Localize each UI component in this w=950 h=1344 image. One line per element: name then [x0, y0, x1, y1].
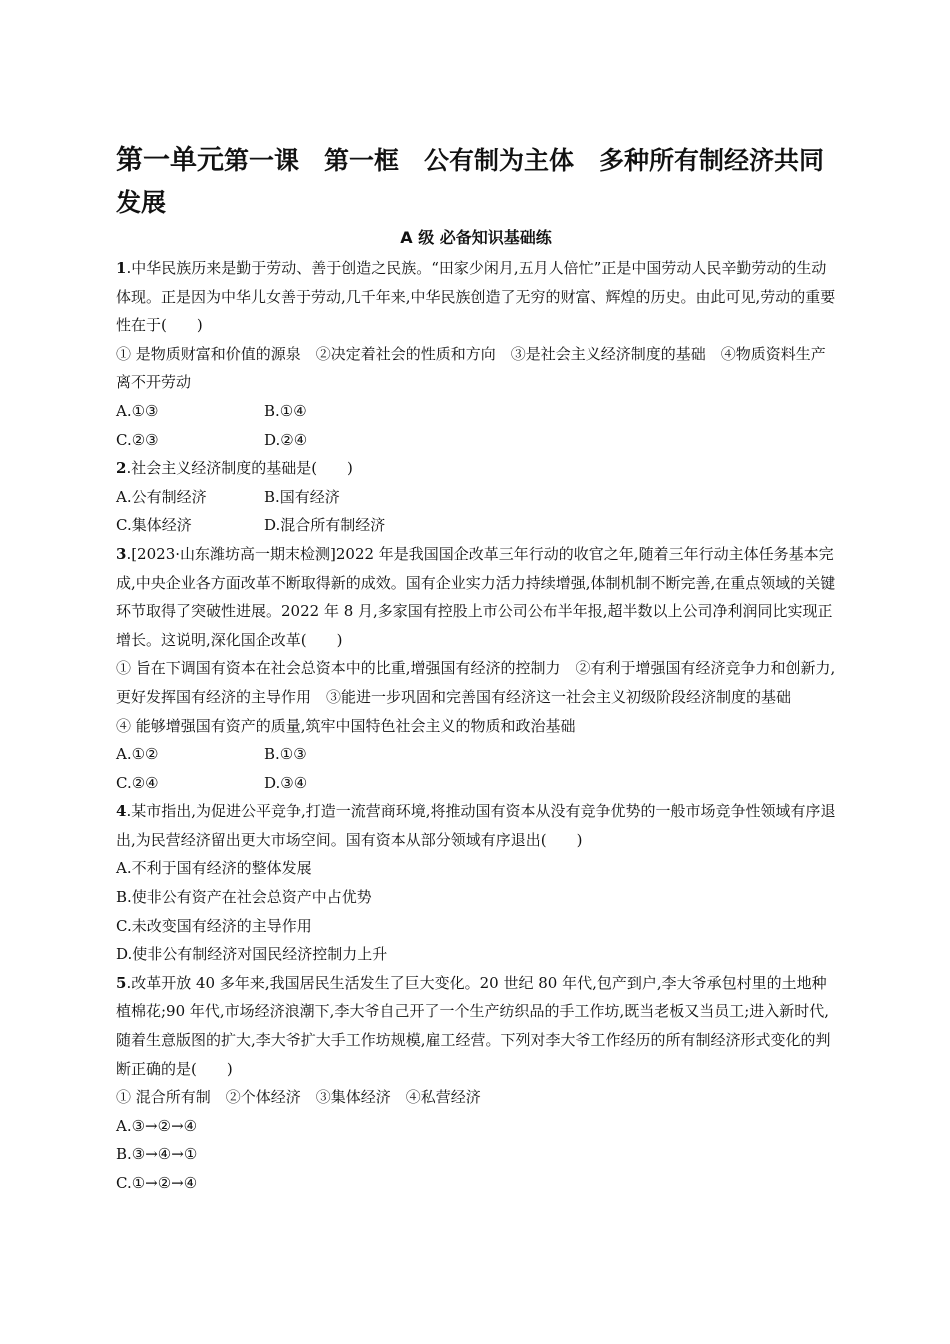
question-1: [116, 254, 836, 454]
title-lesson: 第一课 第一框 公有制为主体 多种所有制经济共同发展: [116, 146, 825, 217]
question-2: [116, 454, 836, 540]
question-text: .[2023·山东潍坊高一期末检测]2022 年是我国国企改革三年行动的收官之年,随着三年行动主体任务基本完成,中央企业各方面改革不断取得新的成效。国有企业实力活力持续增强,体制机制不断完善,在重点领域的关键环节取得了突破性进展。2022 年 8 月,多家国有控股上市公司公布半年报,超半数以上公司净利润同比实现正增长。这说明,深化国企改革( ): [116, 544, 836, 649]
question-stem: [116, 254, 836, 340]
option-c[interactable]: C.②④: [116, 773, 159, 792]
question-stem: [116, 797, 836, 854]
question-text: .某市指出,为促进公平竞争,打造一流营商环境,将推动国有资本从没有竞争优势的一般市场竞争性领域有序退出,为民营经济留出更大市场空间。国有资本从部分领域有序退出( ): [116, 802, 836, 849]
question-text: .中华民族历来是勤于劳动、善于创造之民族。“田家少闲月,五月人倍忙”正是中国劳动人民辛勤劳动的生动体现。正是因为中华儿女善于劳动,几千年来,中华民族创造了无穷的财富、辉煌的历史。由此可见,劳动的重要性在于( ): [116, 259, 836, 335]
question-number: 5: [116, 973, 127, 992]
option-row: [116, 740, 836, 769]
option-b[interactable]: B.①④: [264, 401, 307, 420]
question-number: 4: [116, 802, 127, 821]
question-4: [116, 797, 836, 969]
option-a[interactable]: A.①③: [116, 401, 159, 420]
option-a[interactable]: A.③→②→④: [116, 1116, 198, 1135]
title-unit: 第一单元: [116, 145, 224, 176]
question-number: 3: [116, 544, 127, 563]
question-statements: ① 是物质财富和价值的源泉 ②决定着社会的性质和方向 ③是社会主义经济制度的基础 ④物质资料生产离不开劳动: [116, 344, 826, 392]
option-b[interactable]: B.使非公有资产在社会总资产中占优势: [116, 888, 372, 907]
option-d[interactable]: D.混合所有制经济: [264, 516, 386, 535]
option-row: [116, 397, 836, 426]
question-statements: ① 混合所有制 ②个体经济 ③集体经济 ④私营经济: [116, 1088, 481, 1107]
question-5: [116, 969, 836, 1198]
option-d[interactable]: D.使非公有制经济对国民经济控制力上升: [116, 945, 388, 964]
section-level-heading: A 级 必备知识基础练: [400, 228, 552, 247]
option-b[interactable]: B.①③: [264, 745, 307, 764]
option-b[interactable]: B.③→④→①: [116, 1145, 198, 1164]
option-a[interactable]: A.公有制经济: [116, 487, 207, 506]
question-3: [116, 540, 836, 797]
option-b[interactable]: B.国有经济: [264, 487, 340, 506]
option-row: [116, 483, 836, 512]
question-stem: [116, 454, 836, 483]
option-row: [116, 426, 836, 455]
page-title: [116, 140, 836, 224]
document-content: [116, 140, 836, 1198]
option-row: [116, 769, 836, 798]
option-a[interactable]: A.①②: [116, 745, 159, 764]
question-text: .改革开放 40 多年来,我国居民生活发生了巨大变化。20 世纪 80 年代,包产到户,李大爷承包村里的土地种植棉花;90 年代,市场经济浪潮下,李大爷自己开了一个生产纺织品的手工作坊,既当老板又当员工;进入新时代,随着生意版图的扩大,李大爷扩大手工作坊规模,雇工经营。下列对李大爷工作经历的所有制经济形式变化的判断正确的是( ): [116, 973, 831, 1078]
question-statements: ① 旨在下调国有资本在社会总资本中的比重,增强国有经济的控制力 ②有利于增强国有经济竞争力和创新力,更好发挥国有经济的主导作用 ③能进一步巩固和完善国有经济这一社会主义初级阶段经济制度的基础: [116, 659, 836, 706]
option-a[interactable]: A.不利于国有经济的整体发展: [116, 859, 312, 878]
question-stem: [116, 540, 836, 654]
option-c[interactable]: C.①→②→④: [116, 1174, 198, 1192]
option-c[interactable]: C.未改变国有经济的主导作用: [116, 916, 312, 935]
option-row: [116, 511, 836, 540]
option-d[interactable]: D.②④: [264, 430, 308, 449]
option-d[interactable]: D.③④: [264, 773, 308, 792]
question-statements: ④ 能够增强国有资产的质量,筑牢中国特色社会主义的物质和政治基础: [116, 716, 576, 735]
option-c[interactable]: C.②③: [116, 430, 159, 449]
question-number: 1: [116, 259, 127, 277]
option-c[interactable]: C.集体经济: [116, 516, 192, 535]
question-stem: [116, 969, 836, 1083]
question-number: 2: [116, 459, 127, 478]
question-text: .社会主义经济制度的基础是( ): [126, 459, 353, 478]
